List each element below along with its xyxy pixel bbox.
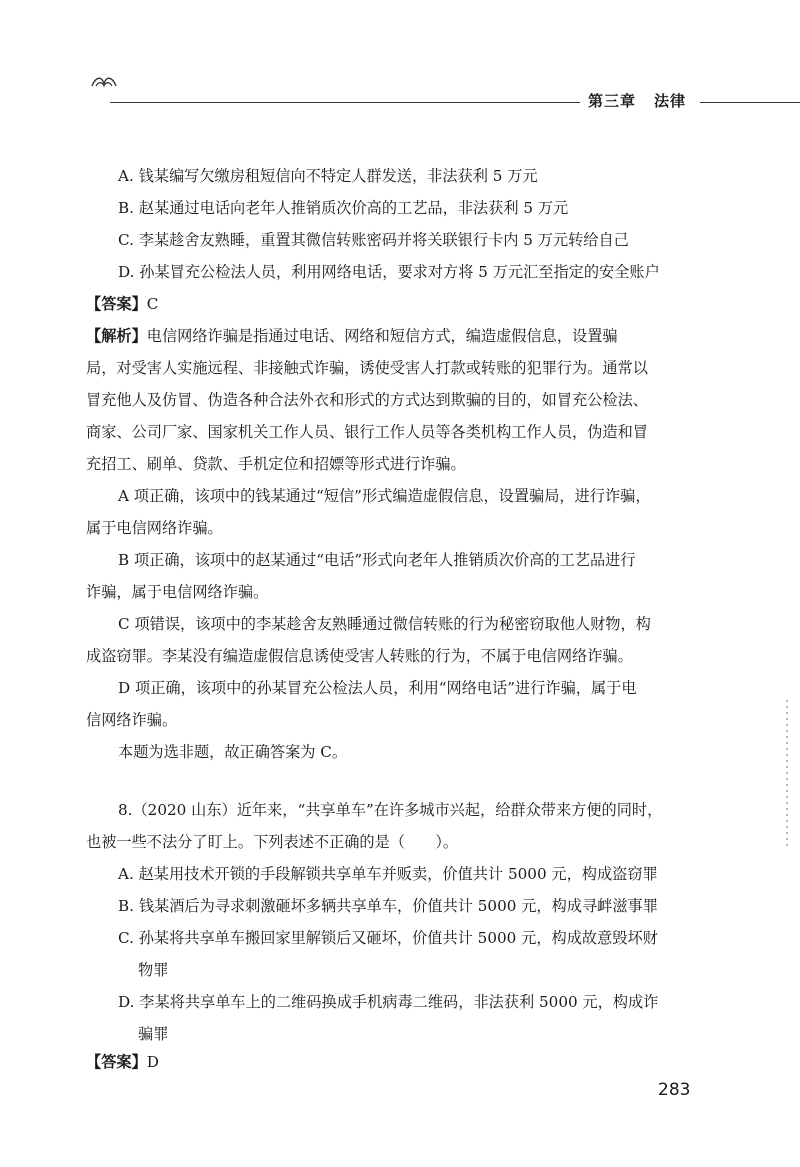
q7-analysis-line-4: 商家、公司厂家、国家机关工作人员、银行工作人员等各类机构工作人员，伪造和冒 — [86, 423, 648, 441]
header-rule-left — [110, 102, 580, 103]
running-header — [88, 68, 800, 112]
q7-conclusion: 本题为选非题，故正确答案为 C。 — [118, 743, 348, 761]
page-number: 283 — [658, 1080, 691, 1100]
q7-item-b-line-1: B 项正确，该项中的赵某通过“电话”形式向老年人推销质次价高的工艺品进行 — [118, 551, 636, 569]
answer-label: 【答案】 — [86, 295, 147, 313]
answer-value: D — [146, 1053, 159, 1071]
answer-value: C — [146, 295, 159, 313]
q7-item-a-line-1: A 项正确，该项中的钱某通过“短信”形式编造虚假信息，设置骗局，进行诈骗， — [118, 487, 651, 505]
header-rule-right — [700, 102, 800, 103]
q7-item-d-line-1: D 项正确，该项中的孙某冒充公检法人员，利用“网络电话”进行诈骗，属于电 — [118, 679, 637, 697]
analysis-label: 【解析】 — [86, 327, 147, 345]
q7-option-d: D. 孙某冒充公检法人员，利用网络电话，要求对方将 5 万元汇至指定的安全账户 — [118, 263, 660, 281]
q7-analysis-line-3: 冒充他人及仿冒、伪造各种合法外衣和形式的方式达到欺骗的目的，如冒充公检法、 — [86, 391, 648, 409]
q8-stem-line-2: 也被一些不法分了盯上。下列表述不正确的是（ ）。 — [86, 833, 459, 851]
q8-option-d-line-2: 骗罪 — [138, 1025, 169, 1043]
q7-analysis-line-5: 充招工、刷单、贷款、手机定位和招嫖等形式进行诈骗。 — [86, 455, 466, 473]
q8-option-b: B. 钱某酒后为寻求刺激砸坏多辆共享单车，价值共计 5000 元，构成寻衅滋事罪 — [118, 897, 658, 915]
q8-answer — [86, 1052, 159, 1072]
chapter-number: 第三章 — [588, 92, 637, 110]
q7-option-c: C. 李某趁舍友熟睡，重置其微信转账密码并将关联银行卡内 5 万元转给自己 — [118, 231, 629, 249]
q8-option-c-line-1: C. 孙某将共享单车搬回家里解锁后又砸坏，价值共计 5000 元，构成故意毁坏财 — [118, 929, 658, 947]
q7-answer — [86, 294, 158, 314]
q7-option-b: B. 赵某通过电话向老年人推销质次价高的工艺品，非法获利 5 万元 — [118, 199, 569, 217]
chapter-subject: 法律 — [654, 92, 687, 110]
q8-option-a: A. 赵某用技术开锁的手段解锁共享单车并贩卖，价值共计 5000 元，构成盗窃罪 — [118, 865, 658, 883]
scan-edge-artifact — [786, 700, 788, 850]
q7-item-c-line-1: C 项错误，该项中的李某趁舍友熟睡通过微信转账的行为秘密窃取他人财物，构 — [118, 615, 651, 633]
q7-item-a-line-2: 属于电信网络诈骗。 — [86, 519, 223, 537]
q7-item-c-line-2: 成盗窃罪。李某没有编造虚假信息诱使受害人转账的行为，不属于电信网络诈骗。 — [86, 647, 633, 665]
q7-analysis-line-2: 局，对受害人实施远程、非接触式诈骗，诱使受害人打款或转账的犯罪行为。通常以 — [86, 359, 648, 377]
q7-option-a: A. 钱某编写欠缴房租短信向不特定人群发送，非法获利 5 万元 — [118, 167, 538, 185]
q7-item-b-line-2: 诈骗，属于电信网络诈骗。 — [86, 583, 269, 601]
q8-stem-line-1: 8.（2020 山东）近年来，“共享单车”在许多城市兴起，给群众带来方便的同时， — [118, 801, 663, 819]
answer-label: 【答案】 — [86, 1053, 147, 1071]
q8-option-d-line-1: D. 李某将共享单车上的二维码换成手机病毒二维码，非法获利 5000 元，构成诈 — [118, 993, 659, 1011]
q7-analysis-line-1: 【解析】电信网络诈骗是指通过电话、网络和短信方式，编造虚假信息，设置骗 — [86, 327, 618, 345]
leaf-ornament-icon — [90, 74, 118, 92]
q8-option-c-line-2: 物罪 — [138, 961, 169, 979]
q7-item-d-line-2: 信网络诈骗。 — [86, 711, 178, 729]
chapter-heading — [588, 90, 686, 111]
